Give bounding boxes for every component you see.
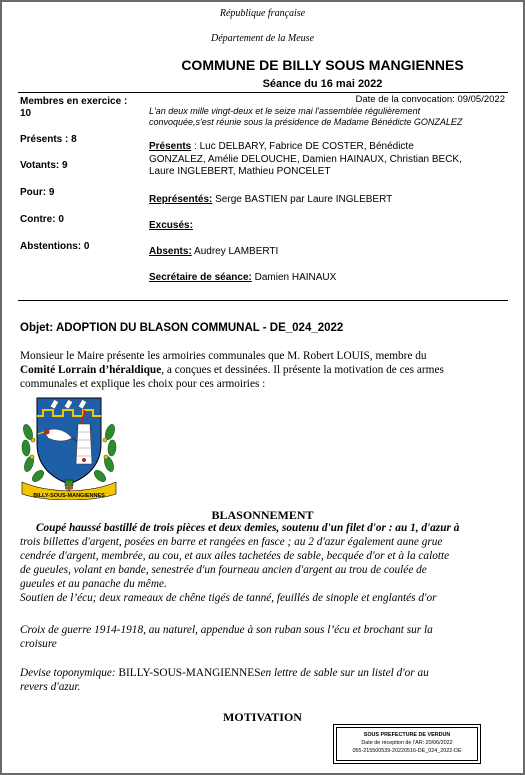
mid-rule [18,300,508,301]
presents-count: Présents : 8 [20,134,77,145]
members-value: 10 [20,108,32,119]
presents-block [149,141,462,179]
presents-label: Présents [149,141,192,152]
crest-banner-text: BILLY-SOUS-MANGIENNES [33,493,105,499]
intro-text-2: , a conçues et dessinées. Il présente la motivation de ces armes [161,364,444,376]
devise-rest: en lettre de sable sur un listel d'or au [260,667,429,679]
motivation-title: MOTIVATION [223,710,302,724]
blason-line-3: cendrée d'argent, membrée, au cou, et aux ailes tachetées de sable, becquée d'or et à la calotte [20,550,450,562]
devise-text [20,666,508,694]
absent-value: Audrey LAMBERTI [191,246,279,257]
devise-line-2: revers d'azur. [20,681,81,693]
intro-text-3: communales et explique les choix pour ces armoiries : [20,378,266,390]
presents-names-1: : Luc DELBARY, Fabrice DE COSTER, Bénédicte [191,141,414,152]
convocation-date: Date de la convocation: 09/05/2022 [355,94,505,105]
secretary-line [149,272,336,285]
stamp-line-1: SOUS PREFECTURE DE VERDUN [363,732,451,738]
blason-line-6: Soutien de l’écu; deux rameaux de chêne tigés de tanné, feuillés de sinople et englantés d'or [20,592,437,604]
blason-line-7: Croix de guerre 1914-1918, au naturel, appendue à son ruban sous l’écu et brochant sur la [20,624,433,636]
members-label: Membres en exercice : [20,96,128,107]
blason-line-1: Coupé haussé bastillé de trois pièces et deux demies, soutenu d'un filet d'or : au 1, d'azur à [36,522,460,534]
secretary-label: Secrétaire de séance: [149,272,252,283]
republic-header: République française [219,8,306,19]
blason-line-8: croisure [20,638,57,650]
blason-line-5: gueules et au panache du même. [20,578,167,590]
comite-name: Comité Lorrain d’héraldique [20,364,162,376]
absent-label: Absents: [149,246,192,257]
blason-line-4: de gueules, volant en bande, senestrée d'un fourneau ancien d'argent au trou de coulée de [20,564,427,576]
stamp-line-3: 055-215500539-20220516-DE_024_2022-DE [352,748,462,754]
convocation-intro [149,106,462,128]
abstentions-count: Abstentions: 0 [20,241,90,252]
intro-line-1: L'an deux mille vingt-deux et le seize mai l'assemblée régulièrement [149,106,421,116]
session-date: Séance du 16 mai 2022 [262,78,383,90]
represented-value: Serge BASTIEN par Laure INGLEBERT [212,194,393,205]
represented-line [149,194,392,207]
stamp-line-2: Date de réception de l'AR: 20/06/2022 [361,740,453,746]
intro-text-1: Monsieur le Maire présente les armoiries communales que M. Robert LOUIS, membre du [20,350,427,362]
presents-names-3: Laure INGLEBERT, Mathieu PONCELET [149,166,331,177]
prefecture-stamp [333,724,481,764]
objet-title: Objet: ADOPTION DU BLASON COMMUNAL - DE_024_2022 [20,322,344,334]
devise-name: BILLY-SOUS-MANGIENNES [115,667,261,679]
excused-line [149,220,193,233]
excused-label: Excusés: [149,220,193,231]
intro-line-2: convoquée,s'est réunie sous la présidence de Madame Bénédicte GONZALEZ [149,117,463,127]
contre-count: Contre: 0 [20,214,64,225]
secretary-value: Damien HAINAUX [251,272,337,283]
presents-names-2: GONZALEZ, Amélie DELOUCHE, Damien HAINAUX, Christian BECK, [149,153,462,165]
blason-line-2: trois billettes d'argent, posées en barre et rangées en fasce ; au 2 d'azur également aune grue [20,536,443,548]
croix-de-guerre-text [20,623,508,651]
devise-label: Devise toponymique: [20,667,116,679]
votants-count: Votants: 9 [20,160,68,171]
pour-count: Pour: 9 [20,187,55,198]
blasonnement-text [20,521,508,605]
coat-of-arms-image [20,394,118,500]
represented-label: Représentés: [149,194,213,205]
department-header: Département de la Meuse [210,33,315,44]
intro-paragraph [20,349,500,391]
absent-line [149,246,278,259]
blasonnement-title: BLASONNEMENT [211,508,314,522]
top-rule [18,92,508,93]
commune-title: COMMUNE DE BILLY SOUS MANGIENNES [181,57,464,73]
